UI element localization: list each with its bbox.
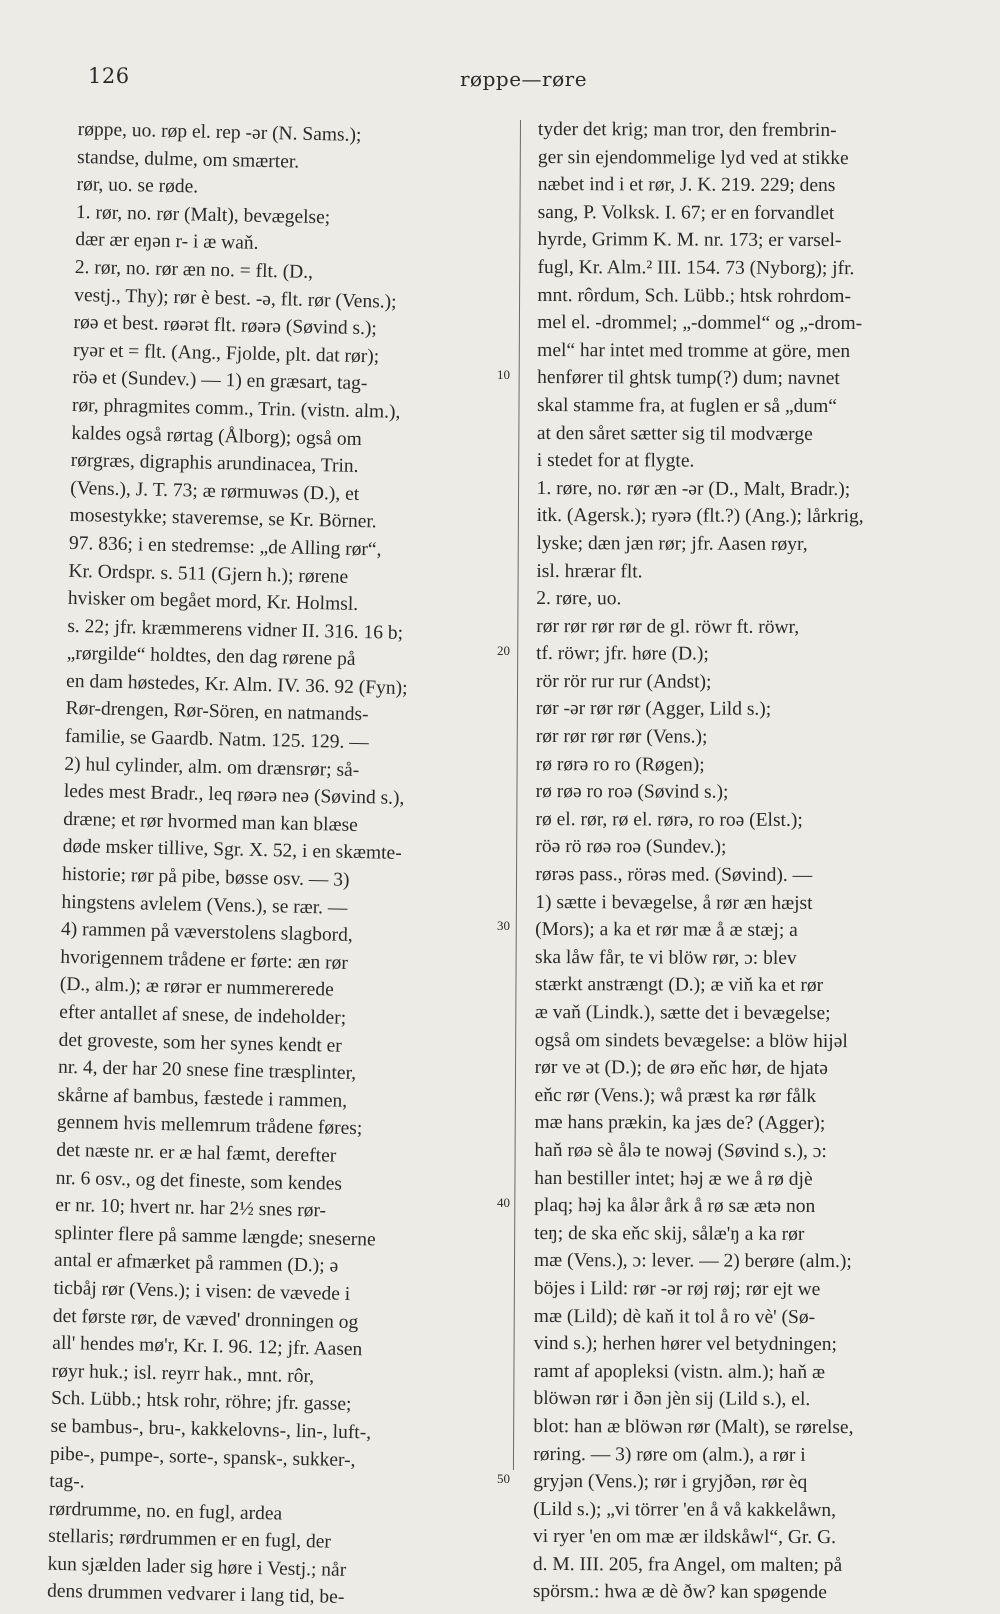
text-line: mel el. -drommel; „-dommel“ og „-drom- bbox=[537, 312, 863, 335]
text-line: det næste nr. er æ hal fæmt, derefter bbox=[56, 1139, 337, 1167]
text-line: isl. hrærar flt. bbox=[536, 560, 643, 582]
margin-line-number: 30 bbox=[497, 918, 510, 933]
text-line: ramt af apopleksi (vistn. alm.); haň æ bbox=[533, 1360, 826, 1383]
text-line: næbet ind i et rør, J. K. 219. 229; dens bbox=[537, 174, 836, 197]
text-line: ska låw får, te vi blöw rør, ɔ: blev bbox=[535, 946, 797, 969]
margin-line-number: 40 bbox=[497, 1195, 510, 1210]
text-line: ger sin ejendommelige lyd ved at stikke bbox=[537, 146, 849, 169]
text-line: rør, uo. se røde. bbox=[76, 174, 199, 198]
text-line: blöwən rør i ðən jèn sij (Lild s.), el. bbox=[533, 1388, 811, 1411]
text-line: „rørgilde“ holdtes, den dag rørene på bbox=[66, 643, 356, 671]
text-line: itk. (Agersk.); ryərə (flt.?) (Ang.); lårkrig, bbox=[536, 505, 864, 528]
text-line: det første rør, de væved' dronningen og bbox=[52, 1305, 359, 1333]
text-line: se bambus-, bru-, kakkelovns-, lin-, luft-, bbox=[50, 1415, 372, 1444]
text-line: haň røə sè ålə te nowəj (Søvind s.), ɔ: bbox=[534, 1139, 827, 1162]
text-line: Kr. Ordspr. s. 511 (Gjern h.); rørene bbox=[68, 560, 349, 588]
text-line: böjes i Lild: rør -ər røj røj; rør ejt we bbox=[533, 1277, 821, 1300]
text-line: mæ (Lild); dè kaň it tol å ro vè' (Sø- bbox=[533, 1305, 816, 1328]
text-line: (Vens.), J. T. 73; æ rørmuwəs (D.), et bbox=[69, 477, 360, 505]
text-line: 4) rammen på væverstolens slagbord, bbox=[60, 919, 354, 947]
text-line: skal stamme fra, at fuglen er så „dum“ bbox=[536, 394, 837, 417]
text-line: d. M. III. 205, fra Angel, om malten; på bbox=[532, 1553, 843, 1576]
text-line: skårne af bambus, fæstede i rammen, bbox=[57, 1084, 348, 1112]
text-line: all' hendes mø'r, Kr. I. 96. 12; jfr. Aasen bbox=[52, 1332, 363, 1361]
text-line: gennem hvis mellemrum trådene føres; bbox=[56, 1112, 363, 1140]
text-line: rør -ər rør rør (Agger, Lild s.); bbox=[535, 698, 772, 721]
column-divider bbox=[513, 120, 521, 1470]
text-line: 97. 836; i en stedremse: „de Alling rør“, bbox=[68, 532, 382, 561]
text-line: stellaris; rørdrummen er en fugl, der bbox=[48, 1525, 332, 1553]
text-line: rø røə ro roə (Søvind s.); bbox=[535, 781, 729, 803]
text-line: tf. röwr; jfr. høre (D.); bbox=[536, 643, 709, 665]
text-line: vestj., Thy); rør è best. -ə, flt. rør (Vens.); bbox=[74, 284, 397, 313]
text-line: gryjən (Vens.); rør i gryjðən, rør èq bbox=[533, 1471, 808, 1494]
margin-line-number: 20 bbox=[497, 643, 510, 658]
text-line: rørəs pass., rörəs med. (Søvind). — bbox=[535, 864, 813, 886]
text-line: hyrde, Grimm K. M. nr. 173; er varsel- bbox=[537, 229, 842, 252]
text-line: mel“ har intet med tromme at göre, men bbox=[537, 339, 851, 362]
text-line: at den såret sætter sig til modværge bbox=[536, 422, 813, 445]
right-column bbox=[533, 116, 958, 1608]
text-line: rørgræs, digraphis arundinacea, Trin. bbox=[70, 450, 359, 478]
text-line: tyder det krig; man tror, den frembrin- bbox=[537, 118, 837, 142]
text-line: efter antallet af snese, de indeholder; bbox=[59, 1001, 347, 1029]
text-line: fugl, Kr. Alm.² III. 154. 73 (Nyborg); jfr. bbox=[537, 256, 855, 280]
text-line: også om sindets bevægelse: a blöw hijəl bbox=[534, 1029, 848, 1052]
text-line: rø el. rør, rø el. rørə, ro roə (Elst.); bbox=[535, 808, 803, 831]
text-line: standse, dulme, om smærter. bbox=[76, 146, 300, 173]
text-line: en dam høstedes, Kr. Alm. IV. 36. 92 (Fyn); bbox=[65, 670, 408, 699]
text-line: (D., alm.); æ rørər er nummererede bbox=[59, 974, 334, 1001]
text-line: 1) sætte i bevægelse, å rør æn hæjst bbox=[535, 891, 813, 914]
text-line: plaq; həj ka ålər årk å rø sæ ætə non bbox=[534, 1195, 816, 1218]
text-line: 1. røre, no. rør æn -ər (D., Malt, Bradr.); bbox=[536, 477, 851, 500]
text-line: vi ryer 'en om mæ ær ildskåwl“, Gr. G. bbox=[533, 1526, 837, 1549]
text-line: ledes mest Bradr., leq røərə neə (Søvind s.), bbox=[63, 781, 405, 810]
text-line: dær ær eŋən r- i æ waň. bbox=[75, 229, 259, 255]
text-line: er nr. 10; hvert nr. har 2½ snes rør- bbox=[54, 1194, 327, 1222]
text-line: Sch. Lübb.; htsk rohr, röhre; jfr. gasse; bbox=[50, 1388, 352, 1416]
text-line: historie; rør på pibe, bøsse osv. — 3) bbox=[61, 863, 350, 891]
margin-line-number: 10 bbox=[497, 367, 510, 382]
text-line: familie, se Gaardb. Natm. 125. 129. — bbox=[64, 725, 369, 754]
text-line: dræne; et rør hvormed man kan blæse bbox=[63, 808, 359, 836]
text-line: (Mors); a ka et rør mæ å æ stæj; a bbox=[535, 919, 798, 942]
text-line: vind s.); herhen hører vel betydningen; bbox=[533, 1333, 837, 1356]
text-line: sang, P. Volksk. I. 67; er en forvandlet bbox=[537, 201, 835, 224]
text-line: rør rør rør rør de gl. röwr ft. röwr, bbox=[536, 615, 800, 638]
text-line: hingstens avlelem (Vens.), se rær. — bbox=[61, 891, 348, 919]
text-line: røyr huk.; isl. reyrr hak., mnt. rôr, bbox=[51, 1360, 315, 1387]
text-line: røppe, uo. røp el. rep -ər (N. Sams.); bbox=[77, 118, 362, 146]
text-line: han bestiller intet; həj æ we å rø djè bbox=[534, 1167, 813, 1190]
text-line: 2) hul cylinder, alm. om drænsrør; så- bbox=[64, 753, 360, 781]
text-line: røring. — 3) røre om (alm.), a rør i bbox=[533, 1443, 806, 1466]
text-line: hvorigennem trådene er førte: æn rør bbox=[60, 946, 349, 974]
text-line: lyske; dæn jæn rør; jfr. Aasen røyr, bbox=[536, 532, 808, 555]
text-line: teŋ; de ska eňc skij, sålæ'ŋ a ka rør bbox=[534, 1222, 805, 1245]
text-line: nr. 4, der har 20 snese fine træsplinter, bbox=[57, 1056, 357, 1085]
text-line: ryər et = flt. (Ang., Fjolde, plt. dat rør); bbox=[72, 339, 380, 368]
text-line: rør, phragmites comm., Trin. (vistn. alm.), bbox=[71, 394, 401, 423]
text-line: mnt. rôrdum, Sch. Lübb.; htsk rohrdom- bbox=[537, 284, 852, 307]
page-header bbox=[0, 58, 1000, 98]
text-line: Rør-drengen, Rør-Sören, en natmands- bbox=[65, 698, 369, 726]
text-line: kun sjælden lader sig høre i Vestj.; når bbox=[47, 1553, 347, 1581]
text-line: rör rör rur rur (Andst); bbox=[535, 670, 712, 693]
text-line: (Lild s.); „vi törrer 'en å vå kakkelåwn, bbox=[533, 1498, 837, 1521]
text-line: rør rør rør rør (Vens.); bbox=[535, 726, 708, 748]
text-line: 2. rør, no. rør æn no. = flt. (D., bbox=[74, 256, 314, 283]
text-line: röə et (Sundev.) — 1) en græsart, tag- bbox=[72, 367, 368, 395]
text-line: antal er afmærket på rammen (D.); ə bbox=[53, 1250, 339, 1278]
margin-line-number: 50 bbox=[497, 1471, 510, 1486]
text-line: kaldes også rørtag (Ålborg); også om bbox=[71, 422, 362, 450]
text-line: døde msker tillive, Sgr. X. 52, i en skæmte- bbox=[62, 836, 402, 865]
text-line: tag-. bbox=[49, 1470, 85, 1493]
text-line: splinter flere på samme længde; sneserne bbox=[54, 1222, 376, 1251]
text-line: røə et best. røərət flt. røərə (Søvind s.); bbox=[73, 312, 378, 340]
text-line: rør ve ət (D.); de ørə eňc hør, de hjatə bbox=[534, 1057, 828, 1080]
text-line: spörsm.: hwa æ dè ðw? kan spøgende bbox=[532, 1581, 827, 1604]
text-line: 1. rør, no. rør (Malt), bevægelse; bbox=[75, 201, 331, 229]
text-line: blot: han æ blöwən rør (Malt), se rørelse, bbox=[533, 1415, 854, 1439]
text-line: s. 22; jfr. kræmmerens vidner II. 316. 16 b; bbox=[67, 615, 404, 644]
text-line: mosestykke; staveremse, se Kr. Börner. bbox=[69, 505, 377, 533]
text-line: eňc rør (Vens.); wå præst ka rør fålk bbox=[534, 1084, 817, 1107]
text-line: 2. røre, uo. bbox=[536, 588, 622, 610]
text-line: pibe-, pumpe-, sorte-, spansk-, sukker-, bbox=[49, 1443, 356, 1471]
text-line: rø rørə ro ro (Røgen); bbox=[535, 753, 705, 776]
text-line: det groveste, som her synes kendt er bbox=[58, 1029, 343, 1057]
text-line: dens drummen vedvarer i lang tid, be- bbox=[46, 1581, 345, 1609]
text-line: stærkt anstrængt (D.); æ viň ka et rør bbox=[534, 974, 824, 997]
page-number: 126 bbox=[88, 64, 130, 88]
text-line: ticbåj rør (Vens.); i visen: de vævede i bbox=[53, 1277, 351, 1305]
text-line: i stedet for at flygte. bbox=[536, 450, 695, 472]
text-line: mæ (Vens.), ɔ: lever. — 2) berøre (alm.); bbox=[533, 1250, 852, 1273]
text-line: mæ hans prækin, ka jæs de? (Agger); bbox=[534, 1112, 826, 1135]
text-line: æ vaň (Lindk.), sætte det i bevægelse; bbox=[534, 1001, 831, 1025]
left-column bbox=[47, 116, 508, 1614]
text-line: rørdrumme, no. en fugl, ardea bbox=[48, 1498, 283, 1525]
running-head: røppe—røre bbox=[460, 67, 588, 91]
text-line: nr. 6 osv., og det fineste, som kendes bbox=[55, 1167, 343, 1195]
text-line: hvisker om begået mord, Kr. Holmsl. bbox=[67, 587, 359, 616]
text-line: henfører til ghtsk tump(?) dum; navnet bbox=[537, 367, 840, 390]
text-line: röə rö røə roə (Sundev.); bbox=[535, 836, 727, 859]
